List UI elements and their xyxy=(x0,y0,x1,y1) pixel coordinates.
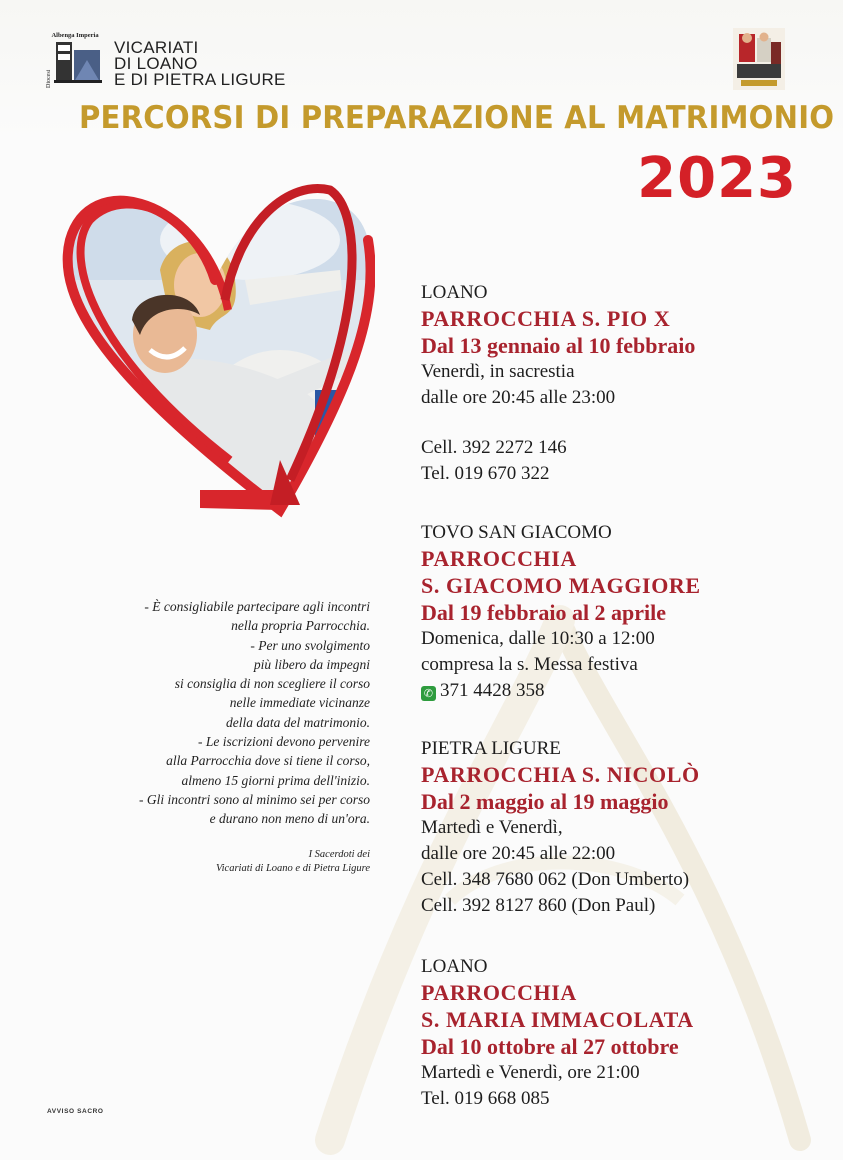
course-parish: PARROCCHIA xyxy=(421,546,577,571)
logo-caption: Albenga Imperia xyxy=(51,32,99,39)
signature-line: Vicariati di Loano e di Pietra Ligure xyxy=(216,863,370,874)
course-detail: Martedì e Venerdì, xyxy=(421,817,563,838)
vicariati-line: VICARIATI xyxy=(114,38,199,57)
course-parish: PARROCCHIA S. PIO X xyxy=(421,306,671,331)
note-line: si consiglia di non scegliere il corso xyxy=(174,676,370,692)
vicariati-line: DI LOANO xyxy=(114,54,198,73)
course-dates: Dal 2 maggio al 19 maggio xyxy=(421,789,669,814)
course-dates: Dal 10 ottobre al 27 ottobre xyxy=(421,1034,679,1059)
vicariati-heading xyxy=(114,40,286,88)
heart-couple-illustration xyxy=(50,160,375,525)
note-line: nelle immediate vicinanze xyxy=(229,695,370,711)
course-dates: Dal 19 febbraio al 2 aprile xyxy=(421,600,667,625)
note-line: nella propria Parrocchia. xyxy=(231,618,370,634)
course-pietra xyxy=(421,736,831,919)
course-contact: Cell. 392 8127 860 (Don Paul) xyxy=(421,895,656,916)
course-place: LOANO xyxy=(421,282,488,303)
year-heading: 2023 xyxy=(637,146,797,211)
course-detail: Domenica, dalle 10:30 a 12:00 xyxy=(421,628,655,649)
course-detail: compresa la s. Messa festiva xyxy=(421,654,638,675)
course-contact: Tel. 019 670 322 xyxy=(421,463,550,484)
course-contact: Cell. 348 7680 062 (Don Umberto) xyxy=(421,869,690,890)
note-line: - È consigliabile partecipare agli incontri xyxy=(144,599,370,614)
course-contact xyxy=(421,678,831,704)
note-line: - Le iscrizioni devono pervenire xyxy=(198,734,370,750)
course-detail: Venerdì, in sacrestia xyxy=(421,361,575,382)
course-place: LOANO xyxy=(421,956,488,977)
course-parish: PARROCCHIA S. NICOLÒ xyxy=(421,762,700,787)
course-loano-pio xyxy=(421,280,831,487)
page-title: PERCORSI DI PREPARAZIONE AL MATRIMONIO xyxy=(79,100,835,136)
note-line: alla Parrocchia dove si tiene il corso, xyxy=(166,753,370,769)
note-line: - Per uno svolgimento xyxy=(250,637,370,653)
diocese-logo-icon xyxy=(46,30,104,90)
course-dates: Dal 13 gennaio al 10 febbraio xyxy=(421,333,696,358)
course-contact: Tel. 019 668 085 xyxy=(421,1088,550,1109)
whatsapp-icon: ✆ xyxy=(421,686,436,701)
logo-side-caption: Diocesi xyxy=(46,69,52,88)
whatsapp-number: 371 4428 358 xyxy=(440,680,545,701)
advice-note xyxy=(40,597,370,829)
course-place: TOVO SAN GIACOMO xyxy=(421,522,612,543)
signature xyxy=(120,848,370,876)
note-line: almeno 15 giorni prima dell'inizio. xyxy=(181,772,370,788)
note-line: più libero da impegni xyxy=(253,656,370,672)
course-detail: dalle ore 20:45 alle 23:00 xyxy=(421,387,616,408)
avviso-sacro-label: AVVISO SACRO xyxy=(47,1108,104,1115)
course-parish: PARROCCHIA xyxy=(421,980,577,1005)
course-detail: dalle ore 20:45 alle 22:00 xyxy=(421,843,616,864)
vicariati-line: E DI PIETRA LIGURE xyxy=(114,70,286,89)
note-line: e durano non meno di un'ora. xyxy=(209,811,370,827)
course-detail: Martedì e Venerdì, ore 21:00 xyxy=(421,1062,640,1083)
course-loano-immacolata xyxy=(421,954,831,1112)
course-contact: Cell. 392 2272 146 xyxy=(421,437,567,458)
signature-line: I Sacerdoti dei xyxy=(308,849,370,860)
course-tovo xyxy=(421,520,831,704)
course-parish: S. GIACOMO MAGGIORE xyxy=(421,573,701,598)
course-parish: S. MARIA IMMACOLATA xyxy=(421,1007,694,1032)
note-line: della data del matrimonio. xyxy=(226,714,370,730)
course-place: PIETRA LIGURE xyxy=(421,738,561,759)
note-line: - Gli incontri sono al minimo sei per corso xyxy=(139,791,370,807)
parish-badge-icon xyxy=(733,28,785,90)
